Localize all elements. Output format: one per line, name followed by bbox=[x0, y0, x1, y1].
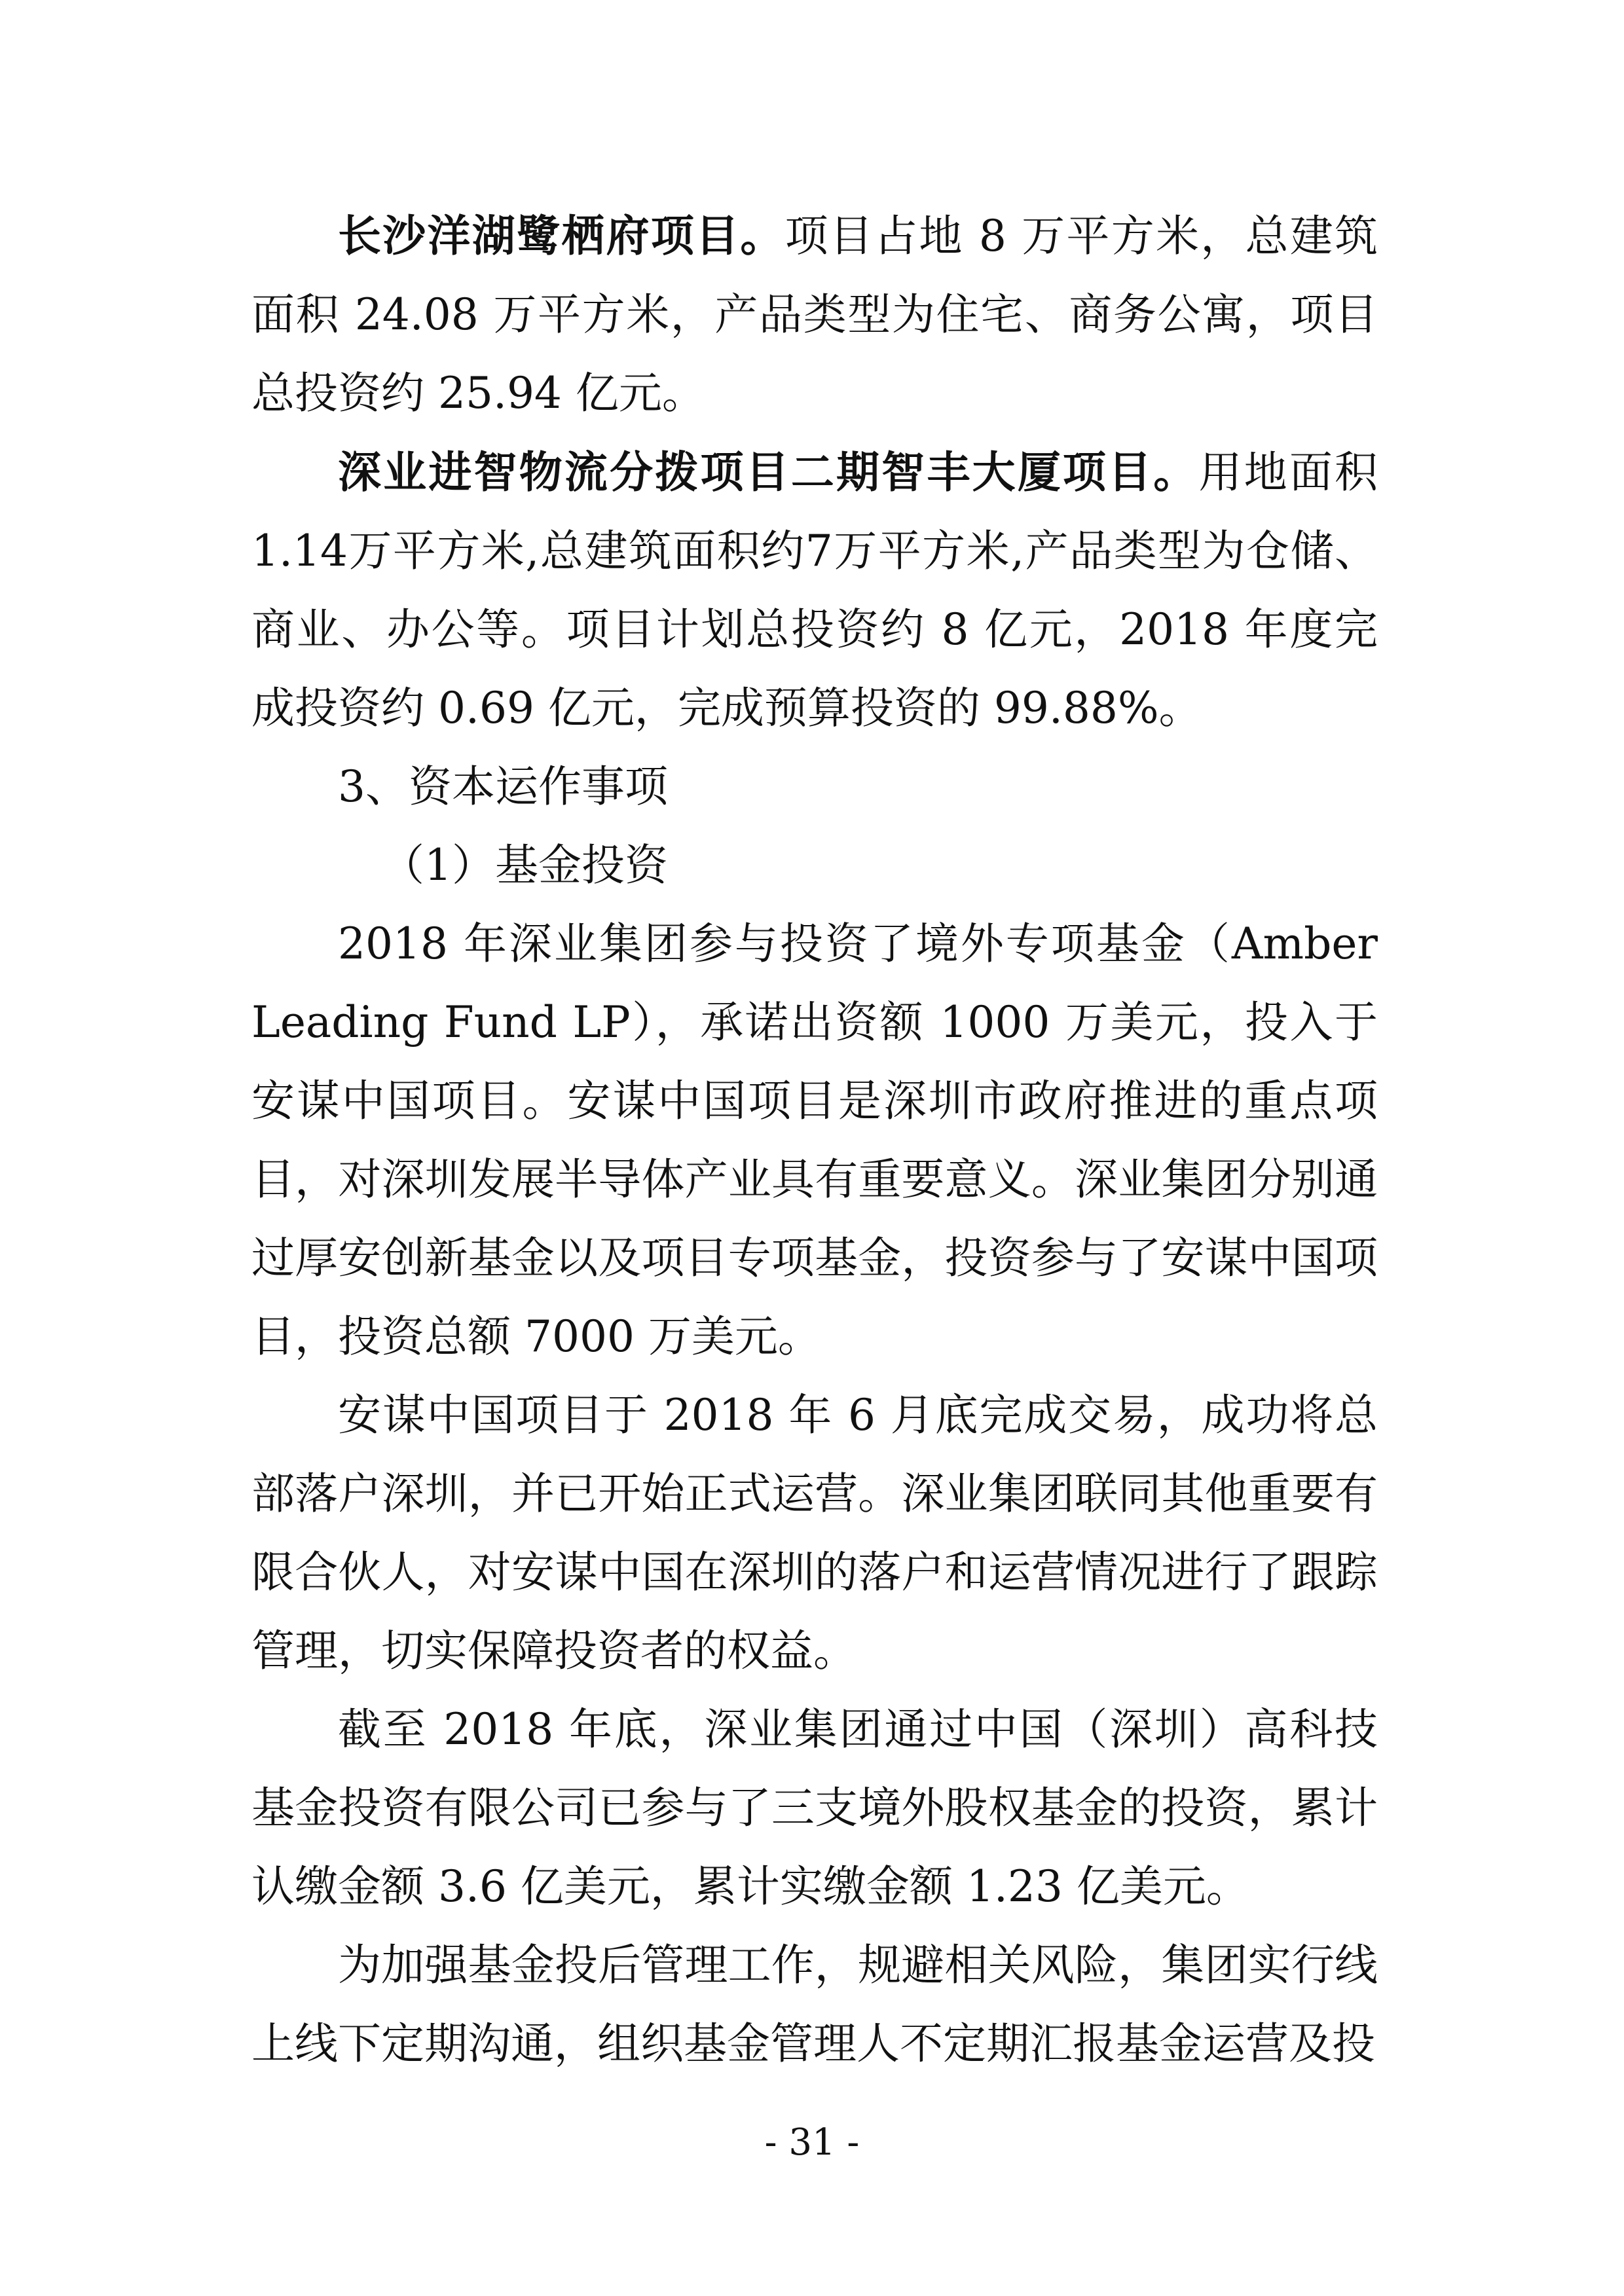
page-number: - 31 - bbox=[764, 2121, 860, 2164]
paragraph-text: 项目占地 8 万平方米，总建筑面积 24.08 万平方米，产品类型为住宅、商务公寓，项目总投资约 25.94 亿元。 bbox=[251, 211, 1378, 418]
project-heading-zhifeng: 深业进智物流分拨项目二期智丰大厦项目。 bbox=[338, 446, 1199, 498]
paragraph-zhifeng-project bbox=[251, 433, 1378, 748]
paragraph-overseas-funds: 截至 2018 年底，深业集团通过中国（深圳）高科技基金投资有限公司已参与了三支境外股权基金的投资，累计认缴金额 3.6 亿美元，累计实缴金额 1.23 亿美元。 bbox=[251, 1704, 1378, 1912]
paragraph-text: 用地面积 1.14万平方米,总建筑面积约7万平方米,产品类型为仓储、商业、办公等。项目计划总投资约 8 亿元，2018 年度完成投资约 0.69 亿元，完成预算投资的 99.88%。 bbox=[251, 447, 1378, 733]
paragraph-amber-fund: 2018 年深业集团参与投资了境外专项基金（Amber Leading Fund LP），承诺出资额 1000 万美元，投入于安谋中国项目。安谋中国项目是深圳市政府推进的重点项目，对深圳发展半导体产业具有重要意义。深业集团分别通过厚安创新基金以及项目专项基金，投资参与了安谋中国项目，投资总额 7000 万美元。 bbox=[251, 919, 1378, 1362]
paragraph-post-investment: 为加强基金投后管理工作，规避相关风险，集团实行线上线下定期沟通，组织基金管理人不定期汇报基金运营及投 bbox=[251, 1940, 1378, 2069]
subsection-heading-fund-investment: （1）基金投资 bbox=[381, 840, 668, 890]
paragraph-arm-china: 安谋中国项目于 2018 年 6 月底完成交易，成功将总部落户深圳，并已开始正式运营。深业集团联同其他重要有限合伙人，对安谋中国在深圳的落户和运营情况进行了跟踪管理，切实保障投资者的权益。 bbox=[251, 1390, 1378, 1676]
document-body bbox=[251, 196, 1378, 2083]
section-heading-capital-operations: 3、资本运作事项 bbox=[338, 761, 668, 812]
paragraph-changsha-project bbox=[251, 196, 1378, 433]
project-heading-changsha: 长沙洋湖鹭栖府项目。 bbox=[338, 210, 785, 261]
